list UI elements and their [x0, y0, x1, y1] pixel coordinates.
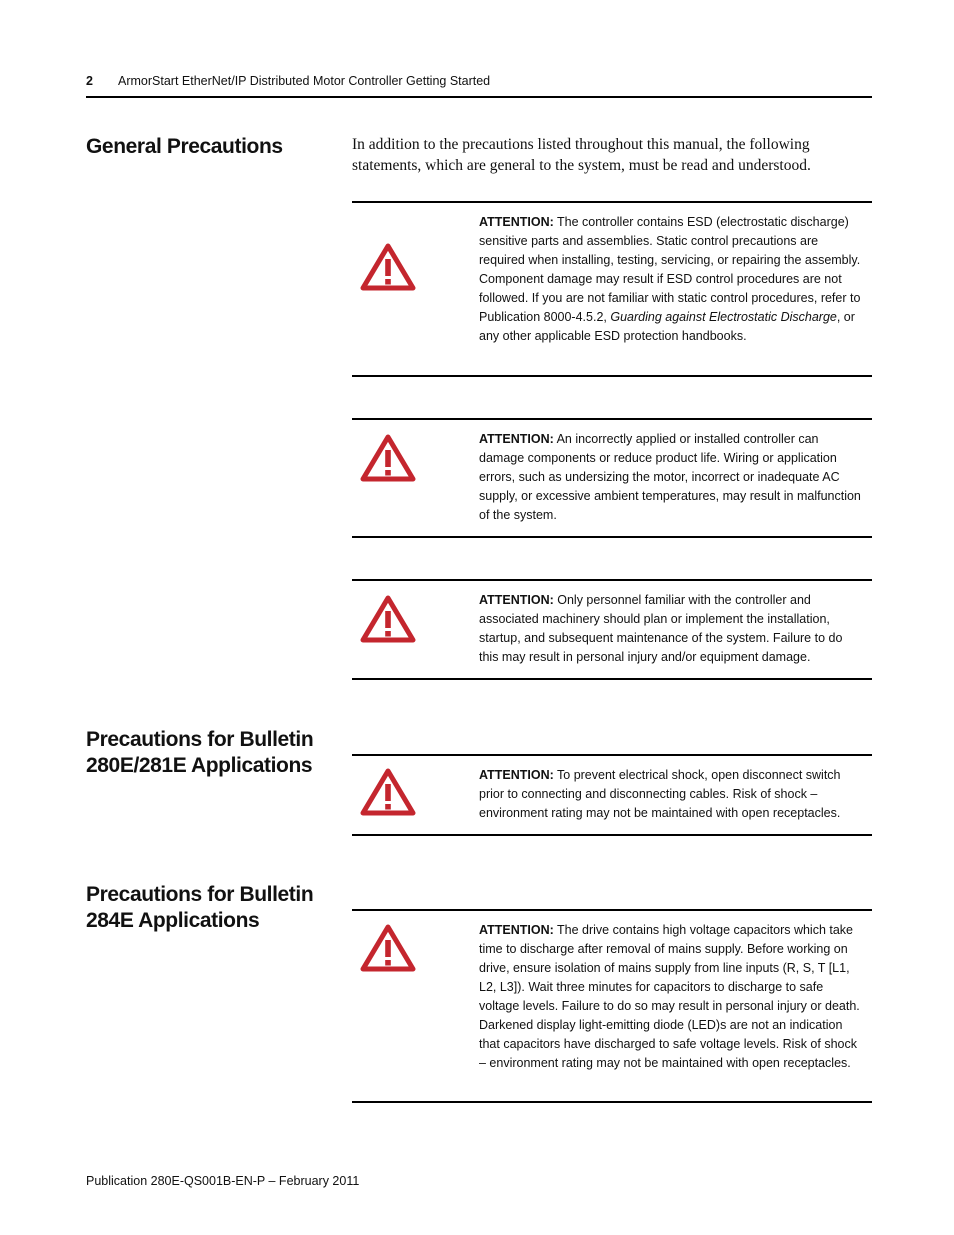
bulletin-284e-heading: Precautions for Bulletin 284E Applications [86, 883, 314, 932]
header-rule [86, 96, 872, 98]
attention-text [479, 591, 864, 667]
attention-body-end: , or any other applicable ESD protection handbooks. [479, 310, 855, 343]
running-header [86, 72, 872, 96]
running-header-title: ArmorStart EtherNet/IP Distributed Motor Controller Getting Started [118, 74, 491, 88]
attention-label: ATTENTION: [479, 923, 554, 937]
attention-body: The drive contains high voltage capacitors which take time to discharge after removal of mains supply. Before working on drive, ensure isolation of mains supply from line inputs (R, S, T [L1, L2, L3]). Wait three minutes for capacitors to discharge to safe voltage levels. Failure to do so may result in personal injury or death. Darkened display light-emitting diode (LED)s are not an indication that capacitors have discharged to safe voltage levels. Risk of shock – environment rating may not be maintained with open receptacles. [479, 923, 860, 1070]
general-precautions-intro: In addition to the precautions listed throughout this manual, the following statements, which are general to the system, must be read and understood. [352, 136, 811, 174]
attention-box-installation [352, 418, 872, 538]
warning-triangle-icon [360, 434, 416, 487]
attention-box-personnel [352, 579, 872, 680]
general-precautions-heading: General Precautions [86, 135, 283, 158]
page-footer: Publication 280E-QS001B-EN-P – February 2011 [86, 1174, 360, 1188]
attention-body: The controller contains ESD (electrostatic discharge) sensitive parts and assemblies. Static control precautions are required when installing, testing, servicing, or repairing the assembly. Component damage may result if ESD control procedures are not followed. If you are not familiar with static control procedures, refer to Publication 8000-4.5.2, [479, 215, 861, 324]
attention-publication-title: Guarding against Electrostatic Discharge [610, 310, 837, 324]
attention-box-capacitors-284e [352, 909, 872, 1103]
attention-body: Only personnel familiar with the controller and associated machinery should plan or implement the installation, startup, and subsequent maintenance of the system. Failure to do this may result in personal injury and/or equipment damage. [479, 593, 843, 664]
bulletin-280e-heading: Precautions for Bulletin 280E/281E Applications [86, 728, 314, 777]
attention-text [479, 213, 864, 346]
warning-triangle-icon [360, 243, 416, 296]
attention-box-esd [352, 201, 872, 377]
attention-label: ATTENTION: [479, 768, 554, 782]
warning-triangle-icon [360, 768, 416, 821]
warning-triangle-icon [360, 924, 416, 977]
attention-text [479, 921, 864, 1073]
attention-text [479, 430, 864, 525]
attention-text [479, 766, 864, 823]
attention-body: To prevent electrical shock, open disconnect switch prior to connecting and disconnecting cables. Risk of shock – environment rating may not be maintained with open receptacles. [479, 768, 841, 820]
warning-triangle-icon [360, 595, 416, 648]
attention-body: An incorrectly applied or installed controller can damage components or reduce product life. Wiring or application errors, such as undersizing the motor, incorrect or inadequate AC supply, or excessive ambient temperatures, may result in malfunction of the system. [479, 432, 861, 522]
attention-box-shock-280e [352, 754, 872, 836]
attention-label: ATTENTION: [479, 215, 554, 229]
page-number: 2 [86, 74, 93, 88]
attention-label: ATTENTION: [479, 593, 554, 607]
attention-label: ATTENTION: [479, 432, 554, 446]
